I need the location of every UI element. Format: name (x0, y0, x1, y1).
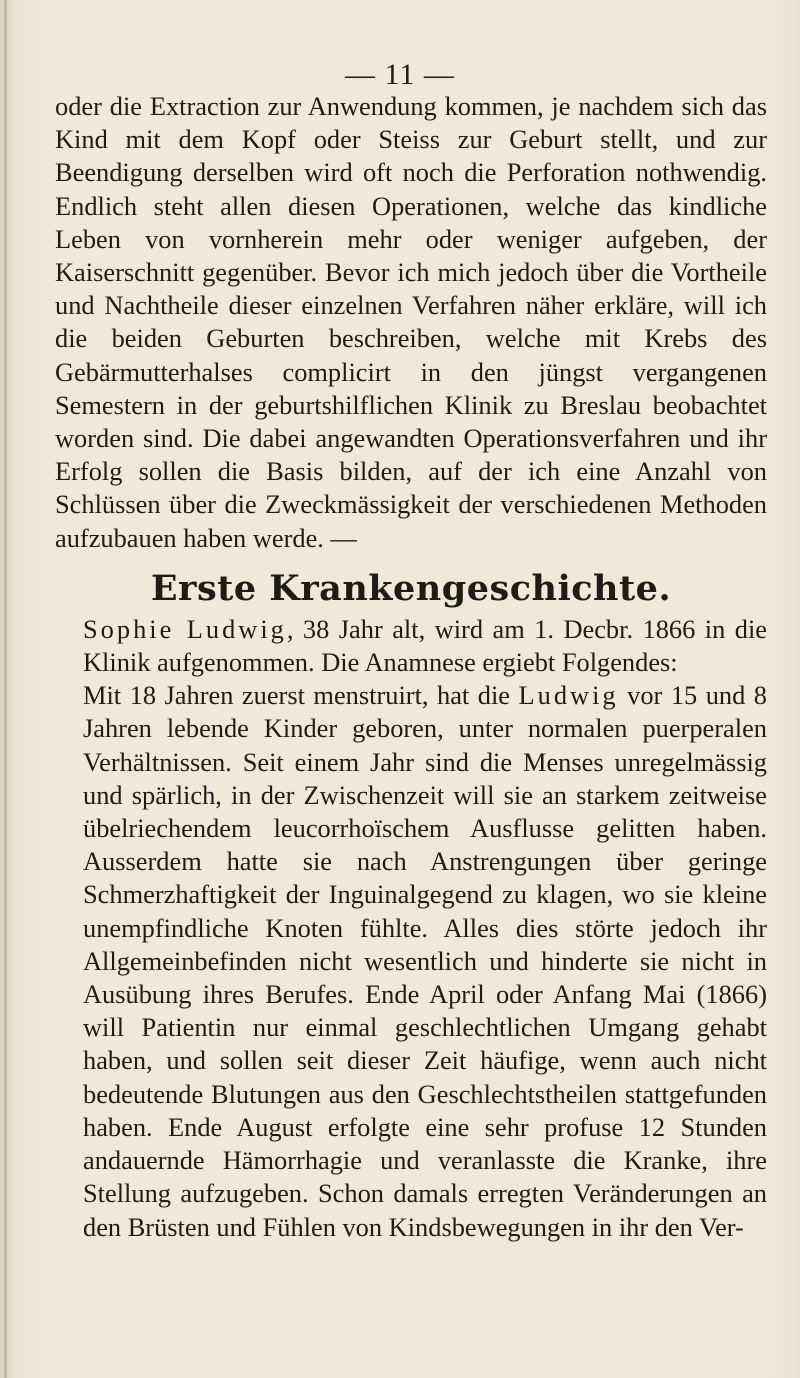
anamnesis-text-post: vor 15 und 8 Jahren lebende Kinder geboren, unter normalen puerperalen Verhältnissen. Seit einem Jahr sind die Menses unregelmässig und spärlich, in der Zwischenzeit will sie an starkem zeitweise übelriechendem leucorrhoïschem Ausflusse gelitten haben. Ausserdem hatte sie nach Anstrengungen über geringe Schmerzhaftigkeit der Inguinalgegend zu klagen, wo sie kleine unempfindliche Knoten fühlte. Alles dies störte jedoch ihr Allgemeinbefinden nicht wesentlich und hinderte sie nicht in Ausübung ihres Berufes. Ende April oder Anfang Mai (1866) will Patientin nur einmal geschlechtlichen Umgang gehabt haben, und sollen seit dieser Zeit häufige, wenn auch nicht bedeutende Blutungen aus den Geschlechtstheilen stattgefunden haben. Ende August erfolgte eine sehr profuse 12 Stunden andauernde Hämorrhagie und veranlasste die Kranke, ihre Stellung aufzugeben. Schon damals erregten Veränderungen an den Brüsten und Fühlen von Kindsbewegungen in ihr den Ver- (83, 680, 767, 1242)
page-number: — 11 — (345, 58, 455, 91)
paragraph-anamnesis (55, 679, 767, 1243)
patient-surname: Ludwig (518, 680, 619, 711)
section-heading: Erste Krankengeschichte. (150, 567, 672, 609)
case-intro-text: , 38 Jahr alt, wird am 1. Decbr. 1866 in die Klinik aufgenommen. Die Anamnese ergiebt Folgendes: (83, 613, 767, 678)
body-text (55, 90, 767, 1244)
paragraph-case-intro (55, 613, 767, 679)
page-edge-shadow (4, 0, 7, 1378)
patient-name: Sophie Ludwig (83, 613, 287, 644)
paragraph-intro: oder die Extraction zur Anwendung kommen, je nachdem sich das Kind mit dem Kopf oder Steiss zur Geburt stellt, und zur Beendigung derselben wird oft noch die Perforation nothwendig. Endlich steht allen diesen Operationen, welche das kindliche Leben von vornherein mehr oder weniger aufgeben, der Kaiserschnitt gegenüber. Bevor ich mich jedoch über die Vortheile und Nachtheile dieser einzelnen Verfahren näher erkläre, will ich die beiden Geburten beschreiben, welche mit Krebs des Gebärmutterhalses complicirt in den jüngst vergangenen Semestern in der geburtshilflichen Klinik zu Breslau beobachtet worden sind. Die dabei angewandten Operationsverfahren und ihr Erfolg sollen die Basis bilden, auf der ich eine Anzahl von Schlüssen über die Zweckmässigkeit der verschiedenen Methoden aufzubauen haben werde. — (55, 91, 767, 553)
anamnesis-text-pre: Mit 18 Jahren zuerst menstruirt, hat die (83, 680, 519, 711)
